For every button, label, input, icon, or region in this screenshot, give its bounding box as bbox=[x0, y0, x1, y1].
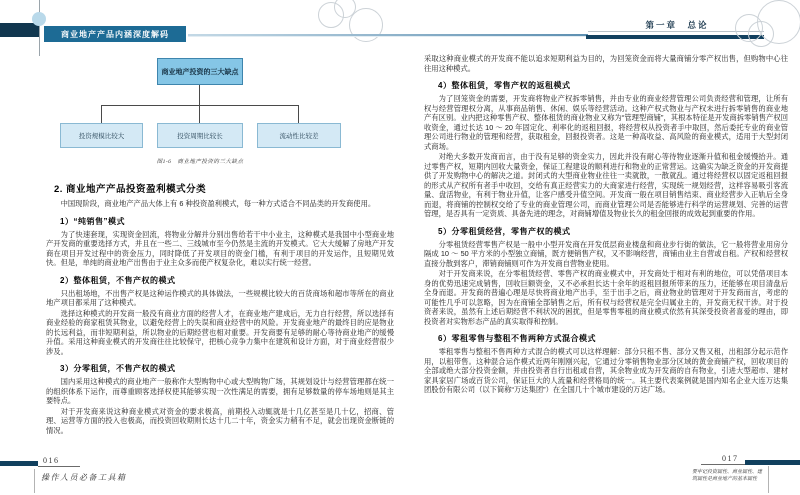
diagram-connector bbox=[101, 105, 299, 106]
figure-caption: 图1-6 商业地产投资的三大缺点 bbox=[156, 159, 244, 165]
footer-note-right: 要牢记投资属性、商业属性、建筑属性是商业地产的基本属性 bbox=[692, 470, 763, 482]
header-circle-accent bbox=[32, 12, 46, 26]
header-rule-shadow bbox=[188, 36, 588, 37]
header-hairline bbox=[39, 0, 40, 56]
left-footer-vline bbox=[34, 469, 35, 493]
subsection-heading: 4）整体租赁，零售产权的返租模式 bbox=[438, 81, 571, 90]
body-paragraph: 为了回笼资金的需要，开发商将物业产权拆零销售，并由专业的商业经营管理公司负责经营和管理，让所有权与经营管理权分离，从事商品销售、休闲、娱乐等经营活动。这种产权式物业与产权未进行拆零销售的商业地产有区别。业内把这种零售产权、整体租赁的商业物业又称为“管理型商铺”，其根本特征是开发商拆零销售产权回收资金，通过长达 10 ～ 20 年固定化、利率化的返租回报，将经营权从投资者手中取回，然后委托专业的商业管理公司进行物业的管理和经营，获取租金，回报投资者。这是一种高收益、高风险的商业模式，适用于大型封闭式商场。 bbox=[424, 94, 788, 151]
diagram-connector bbox=[199, 105, 200, 123]
left-page-body bbox=[46, 181, 394, 436]
left-footer-navy-bar bbox=[0, 461, 38, 466]
left-footer-rule bbox=[38, 466, 80, 467]
body-paragraph: 对于开发商来说，在分零租赁经营、零售产权的商业模式中，开发商处于相对有利的地位，可以凭借项目本身的优势迅速完成销售，回收巨额资金，又不必承担长达十余年的返租回报所带来的压力，还能够在项目清盘后全身而退。开发商的普遍心理是尽快将商业地产出手，至于出手之后，商业物业的管理对于开发商而言，考虑的可能性几乎可以忽略，因为在商铺全部销售之后，所有权与经营权是完全归属业主的，开发商无权干涉。对于投资者来说，虽然有上述后期经营不利状况的困扰，但是零售零租的商业模式依然有其深受投资者喜爱的理由，即投资者对实物形态产品的真实取得和控制。 bbox=[424, 269, 788, 326]
section-title: 2. 商业地产产品投资盈利模式分类 bbox=[54, 184, 207, 195]
left-running-head bbox=[44, 26, 186, 42]
diagram-connector bbox=[101, 105, 102, 123]
body-paragraph: 采取这种商业模式的开发商不能以追求短期利益为目的，为回笼资金而将大量商铺分零产权出售，但购物中心往往用这种模式。 bbox=[424, 54, 788, 73]
page-number-left: 016 bbox=[43, 456, 60, 465]
right-page-body bbox=[424, 54, 788, 396]
diagram-child-label: 流动性比较差 bbox=[279, 133, 319, 140]
left-header-navy-bar bbox=[0, 23, 39, 37]
subsection-heading: 1）“纯销售”模式 bbox=[60, 216, 125, 226]
body-paragraph: 为了快速套现，实现资金回流，将物业分解并分别出售给若干中小业主，这种模式是我国中小型商业地产开发商的重要选择方式，并且在一些二、三线城市至今仍然是主流的开发模式。它大大缓解了房地产开发商在项目开发过程中的资金压力，同时降低了开发项目的资金门槛，有利于项目的开发运作，且短期见效快。但是，单纯的商业地产出售由于业主众多而使产权复杂化，难以实行统一经营。 bbox=[46, 229, 394, 267]
diagram-connector bbox=[199, 85, 200, 105]
diagram-root-box bbox=[157, 58, 243, 85]
footer-note-left: 操作人员必备工具箱 bbox=[41, 473, 127, 482]
body-paragraph: 选择这种模式的开发商一般没有商业方面的经营人才，在商业地产建成后，无力自行经营，所以选择有商业经验的商家租赁其物业，以避免经营上的失误和商业经营中的风险。开发商业地产的最终目的应是物业的长远利益，而非短期利益，所以物业的后期经营也相对重要。开发商要有足够的耐心等待商业地产的缓慢升值。采用这种商业模式的开发商往往比较保守，把核心竞争力集中在建筑和设计方面，对于商业经营很少涉及。 bbox=[46, 308, 394, 356]
subsection-heading: 2）整体租赁，不售产权的模式 bbox=[60, 275, 176, 285]
right-footer-rule bbox=[701, 464, 745, 465]
diagram-child-box bbox=[257, 123, 341, 148]
left-running-head-label: 商业地产产品内涵深度解码 bbox=[61, 29, 169, 39]
deco-circle bbox=[748, 21, 774, 47]
subsection-heading: 5）分零租赁经营，零售产权的模式 bbox=[438, 226, 571, 236]
body-paragraph: 零租零售与整租不售两种方式混合的模式可以这样理解：部分只租不售、部分又售又租，出租部分起示范作用，以租带售。这种混合运作模式近两年刚刚兴起，它通过分零销售物业部分区域的黄金商铺产权，回收项目的全部或绝大部分投资金额，并由投资者自行出租或自营，其余物业成为开发商的自有物业，引进大型超市、建材家具家居广场或百货公司，保证巨大的人流量和经营格局的统一。其主要代表案例就是国内知名企业大连万达集团股份有限公司（以下简称“万达集团”）在全国几十个城市建设的万达广场。 bbox=[424, 347, 788, 394]
body-paragraph: 对于开发商来说这种商业模式对资金的要求极高，前期投入动辄就是十几亿甚至是几十亿，招商、管理、运营等方面的投入也极高，而投资回收期则长达十几二十年，资金实力稍有不足，就会出现资金断链的情况。 bbox=[46, 406, 394, 435]
right-footer-vline bbox=[768, 466, 769, 493]
body-paragraph: 分零租赁经营零售产权是一般中小型开发商在开发低层商业楼盘和商业步行街的做法，它一般将营业用房分隔成 10 ～ 50 平方米的小型独立商铺，既方便销售产权，又不影响经营，商铺由业主自营或自租。产权和经营权直接分散到客户，滞销商铺则可作为开发商自营物业使用。 bbox=[424, 239, 788, 268]
diagram-child-box bbox=[157, 123, 243, 148]
body-paragraph: 只出租场地，不出售产权是这种运作模式的具体做法，一些规模比较大的百货商场和超市等所在的商业地产项目都采用了这种模式。 bbox=[46, 288, 394, 307]
page-number-right: 017 bbox=[722, 454, 739, 463]
diagram-connector bbox=[298, 105, 299, 123]
diagram-child-box bbox=[60, 123, 143, 148]
subsection-heading: 6）零租零售与整租不售两种方式混合模式 bbox=[438, 334, 596, 343]
right-footer-navy-bar bbox=[745, 460, 800, 465]
chapter-label: 第一章 总论 bbox=[645, 20, 709, 30]
diagram-child-label: 投资规模比较大 bbox=[78, 133, 125, 140]
body-paragraph: 对绝大多数开发商而言，由于没有足够的资金实力，因此并没有耐心等待物业逐渐升值和租金缓慢抬升。通过零售产权，短期内回收大量资金，保证工程建设的顺利进行和物业的正常营运。这确实为缺乏资金的开发商提供了开发购物中心的解决之道。封闭式的大型商业物业往往一卖就散，一散就乱。通过将经营权以固定返租回报的形式从产权所有者手中收回，交给有真正经营实力的大商家进行经营，实现统一规划经营，这样容易吸引客流量、盘活物业，有利于物业升值，让客户感受升值空间。开发商一般在项目销售结束、商业经营步入正轨后全身而退，将商铺的控制权交给了专业的商业管理公司，而商业管理公司是否能够进行科学的运营规划、完善的运营管理，是否具有一定资质、具备先进的理念，对商铺增值及物业长久的租金回报的成效起到重要的作用。 bbox=[424, 152, 788, 218]
diagram-child-label: 投资周期比较长 bbox=[177, 133, 223, 140]
body-paragraph: 中国现阶段，商业地产产品大体上有 6 种投资盈利模式，每一种方式适合不同品类的开发商使用。 bbox=[60, 199, 376, 208]
body-paragraph: 国内采用这种模式的商业地产一般称作大型购物中心或大型购物广场，其规划设计与经营管理都在统一的组织体系下运作，而尊重顾客选择权使其能够实现一次性满足的需要，拥有足够数量的停车场地则是其主要特点。 bbox=[46, 377, 394, 405]
diagram-root-label: 商业地产投资的三大缺点 bbox=[161, 68, 239, 76]
subsection-heading: 3）分零租赁，不售产权的模式 bbox=[60, 364, 176, 373]
